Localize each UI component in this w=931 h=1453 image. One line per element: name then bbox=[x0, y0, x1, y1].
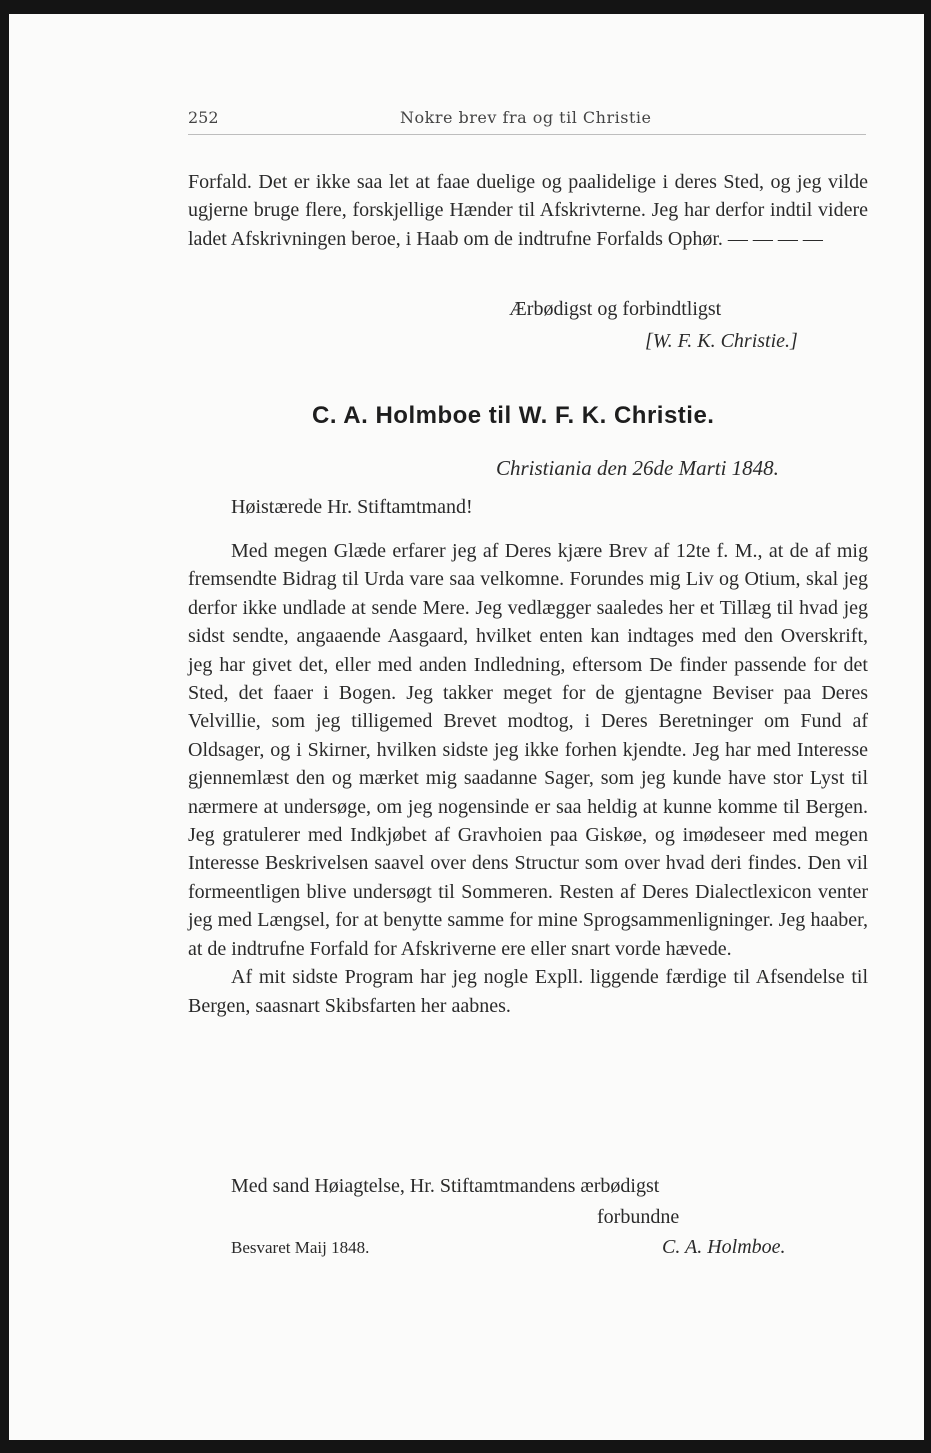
page-number: 252 bbox=[188, 108, 219, 127]
reply-note: Besvaret Maij 1848. bbox=[231, 1238, 370, 1257]
letter-heading: C. A. Holmboe til W. F. K. Christie. bbox=[312, 402, 715, 429]
letter-signature: C. A. Holmboe. bbox=[662, 1236, 786, 1258]
letter-closing-line-1: Med sand Høiagtelse, Hr. Stiftamtmandens ærbødigst bbox=[231, 1175, 660, 1197]
previous-letter-signature: [W. F. K. Christie.] bbox=[645, 330, 798, 352]
scan-border-right bbox=[924, 0, 931, 1453]
letter-body bbox=[188, 537, 868, 1020]
scan-border-bottom bbox=[0, 1440, 931, 1453]
previous-letter-text bbox=[188, 168, 868, 253]
scan-border-top bbox=[0, 0, 931, 14]
letter-paragraph-1: Med megen Glæde erfarer jeg af Deres kjære Brev af 12te f. M., at de af mig fremsendte Bidrag til Urda vare saa velkomne. Forundes mig Liv og Otium, skal jeg derfor ikke undlade at sende Mere. Jeg vedlægger saaledes her et Tillæg til hvad jeg sidst sendte, angaaende Aasgaard, hvilket enten kan indtages med den Overskrift, jeg har givet det, eller med anden Indledning, eftersom De finder passende for det Sted, det faaer i Bogen. Jeg takker meget for de gjentagne Beviser paa Deres Velvillie, som jeg tilligemed Brevet modtog, i Deres Beretninger om Fund af Oldsager, og i Skirner, hvilken sidste jeg ikke forhen kjendte. Jeg har med Interesse gjennemlæst den og mærket mig saadanne Sager, som jeg kunde have stor Lyst til nærmere at undersøge, om jeg nogensinde er saa heldig at kunne komme til Bergen. Jeg gratulerer med Indkjøbet af Gravhoien paa Giskøe, og imødeseer med megen Interesse Beskrivelsen saavel over dens Structur som over hvad deri findes. Den vil formeentligen blive undersøgt til Sommeren. Resten af Deres Dialectlexicon venter jeg med Længsel, for at benytte samme for mine Sprogsammenligninger. Jeg haaber, at de indtrufne Forfald for Afskriverne ere eller snart vorde hævede. bbox=[188, 540, 868, 960]
scan-border-left bbox=[0, 0, 9, 1453]
letter-salutation: Høistærede Hr. Stiftamtmand! bbox=[231, 496, 473, 518]
previous-letter-closing: Ærbødigst og forbindtligst bbox=[509, 298, 722, 320]
running-head bbox=[188, 108, 866, 132]
previous-letter-paragraph: Forfald. Det er ikke saa let at faae duelige og paalidelige i deres Sted, og jeg vilde ugjerne bruge flere, forskjellige Hænder til Afskrivterne. Jeg har derfor indtil videre ladet Afskrivningen beroe, i Haab om de indtrufne Forfalds Ophør. — — — — bbox=[188, 171, 868, 250]
letter-paragraph-2: Af mit sidste Program har jeg nogle Expll. liggende færdige til Afsendelse til Bergen, saasnart Skibsfarten her aabnes. bbox=[188, 966, 868, 1017]
header-rule bbox=[188, 134, 866, 135]
letter-closing-line-2: forbundne bbox=[597, 1206, 680, 1228]
letter-dateline: Christiania den 26de Marti 1848. bbox=[496, 456, 779, 480]
running-title: Nokre brev fra og til Christie bbox=[400, 108, 652, 127]
